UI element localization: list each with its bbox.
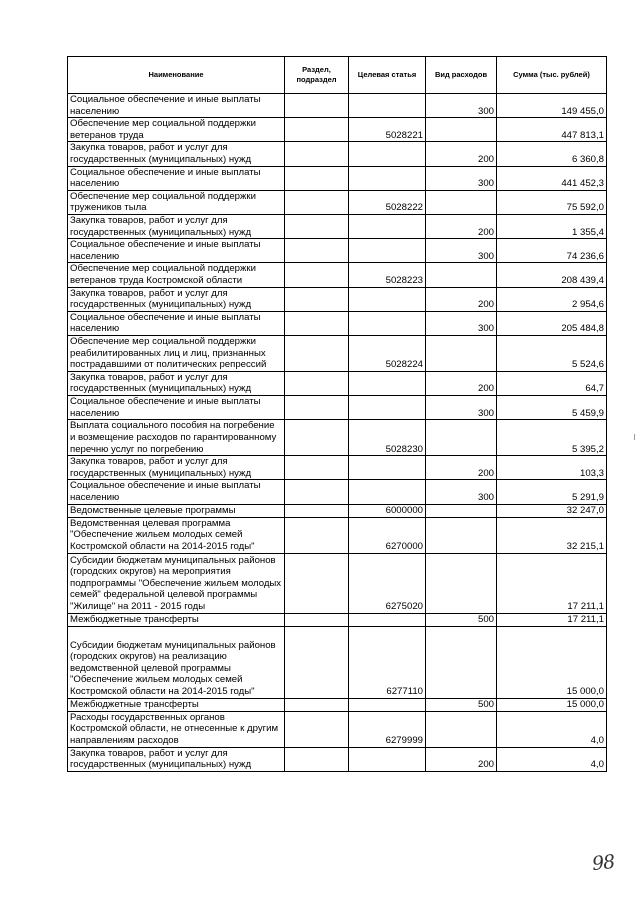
header-type: Вид расходов xyxy=(426,57,497,94)
row-name-cell: Закупка товаров, работ и услуг для государственных (муниципальных) нужд xyxy=(68,142,285,166)
row-name-cell: Социальное обеспечение и иные выплаты населению xyxy=(68,311,285,335)
row-type-cell: 200 xyxy=(426,214,497,238)
table-row xyxy=(68,517,607,553)
row-amount-cell: 441 452,3 xyxy=(497,166,607,190)
row-type-cell xyxy=(426,118,497,142)
row-target-cell xyxy=(349,287,426,311)
row-type-cell: 500 xyxy=(426,613,497,626)
row-amount-cell: 205 484,8 xyxy=(497,311,607,335)
row-section-cell xyxy=(285,480,349,504)
row-section-cell xyxy=(285,287,349,311)
row-section-cell xyxy=(285,456,349,480)
table-row xyxy=(68,747,607,771)
table-header-row xyxy=(68,57,607,94)
row-section-cell xyxy=(285,263,349,287)
row-amount-cell: 15 000,0 xyxy=(497,626,607,698)
row-amount-cell: 4,0 xyxy=(497,711,607,747)
row-name-cell: Расходы государственных органов Костромской области, не отнесенные к другим направлениям расходов xyxy=(68,711,285,747)
row-type-cell xyxy=(426,190,497,214)
scan-mark xyxy=(634,434,635,440)
row-section-cell xyxy=(285,190,349,214)
row-target-cell: 5028221 xyxy=(349,118,426,142)
row-type-cell: 200 xyxy=(426,371,497,395)
row-target-cell: 6000000 xyxy=(349,504,426,517)
row-section-cell xyxy=(285,747,349,771)
row-section-cell xyxy=(285,517,349,553)
table-row xyxy=(68,480,607,504)
table-row xyxy=(68,711,607,747)
row-target-cell xyxy=(349,396,426,420)
row-type-cell: 500 xyxy=(426,698,497,711)
row-section-cell xyxy=(285,335,349,371)
table-row xyxy=(68,698,607,711)
row-type-cell xyxy=(426,263,497,287)
row-amount-cell: 74 236,6 xyxy=(497,239,607,263)
table-row xyxy=(68,553,607,613)
row-name-cell: Ведомственные целевые программы xyxy=(68,504,285,517)
row-section-cell xyxy=(285,626,349,698)
row-amount-cell: 4,0 xyxy=(497,747,607,771)
row-amount-cell: 5 291,9 xyxy=(497,480,607,504)
row-section-cell xyxy=(285,711,349,747)
table-row xyxy=(68,118,607,142)
row-target-cell xyxy=(349,239,426,263)
row-name-cell: Закупка товаров, работ и услуг для государственных (муниципальных) нужд xyxy=(68,214,285,238)
row-section-cell xyxy=(285,553,349,613)
row-amount-cell: 15 000,0 xyxy=(497,698,607,711)
row-target-cell xyxy=(349,698,426,711)
row-name-cell: Субсидии бюджетам муниципальных районов (городских округов) на реализацию ведомственной целевой программы "Обеспечение жильем молодых семей Костромской области на 2014-2015 годы" xyxy=(68,626,285,698)
row-section-cell xyxy=(285,166,349,190)
row-name-cell: Межбюджетные трансферты xyxy=(68,613,285,626)
table-row xyxy=(68,371,607,395)
row-type-cell: 300 xyxy=(426,311,497,335)
row-amount-cell: 17 211,1 xyxy=(497,613,607,626)
row-type-cell xyxy=(426,420,497,456)
row-target-cell: 6270000 xyxy=(349,517,426,553)
row-section-cell xyxy=(285,94,349,118)
row-section-cell xyxy=(285,118,349,142)
header-target: Целевая статья xyxy=(349,57,426,94)
table-row xyxy=(68,335,607,371)
row-target-cell: 6279999 xyxy=(349,711,426,747)
table-row xyxy=(68,214,607,238)
row-target-cell: 6277110 xyxy=(349,626,426,698)
row-target-cell xyxy=(349,480,426,504)
row-name-cell: Закупка товаров, работ и услуг для государственных (муниципальных) нужд xyxy=(68,747,285,771)
table-row xyxy=(68,420,607,456)
table-row xyxy=(68,166,607,190)
row-name-cell: Обеспечение мер социальной поддержки ветеранов труда Костромской области xyxy=(68,263,285,287)
row-section-cell xyxy=(285,420,349,456)
row-name-cell: Выплата социального пособия на погребение и возмещение расходов по гарантированному перечню услуг по погребению xyxy=(68,420,285,456)
row-section-cell xyxy=(285,396,349,420)
row-name-cell: Обеспечение мер социальной поддержки тружеников тыла xyxy=(68,190,285,214)
row-amount-cell: 32 247,0 xyxy=(497,504,607,517)
row-type-cell: 300 xyxy=(426,94,497,118)
row-section-cell xyxy=(285,504,349,517)
row-amount-cell: 2 954,6 xyxy=(497,287,607,311)
row-name-cell: Социальное обеспечение и иные выплаты населению xyxy=(68,94,285,118)
row-target-cell: 5028224 xyxy=(349,335,426,371)
row-target-cell xyxy=(349,214,426,238)
row-target-cell: 6275020 xyxy=(349,553,426,613)
row-amount-cell: 64,7 xyxy=(497,371,607,395)
row-type-cell xyxy=(426,335,497,371)
table-row xyxy=(68,190,607,214)
row-name-cell: Субсидии бюджетам муниципальных районов (городских округов) на мероприятия подпрограммы "Обеспечение жильем молодых семей" федеральной целевой программы "Жилище" на 2011 - 2015 годы xyxy=(68,553,285,613)
row-amount-cell: 103,3 xyxy=(497,456,607,480)
row-type-cell: 200 xyxy=(426,456,497,480)
row-target-cell xyxy=(349,166,426,190)
table-row xyxy=(68,287,607,311)
row-type-cell: 200 xyxy=(426,747,497,771)
row-amount-cell: 17 211,1 xyxy=(497,553,607,613)
row-target-cell xyxy=(349,456,426,480)
table-row xyxy=(68,613,607,626)
row-type-cell: 200 xyxy=(426,142,497,166)
table-row xyxy=(68,456,607,480)
table-row xyxy=(68,311,607,335)
budget-table xyxy=(67,56,607,772)
row-type-cell: 300 xyxy=(426,480,497,504)
row-type-cell: 300 xyxy=(426,166,497,190)
row-section-cell xyxy=(285,239,349,263)
row-name-cell: Межбюджетные трансферты xyxy=(68,698,285,711)
row-name-cell: Ведомственная целевая программа "Обеспечение жильем молодых семей Костромской области на 2014-2015 годы" xyxy=(68,517,285,553)
row-amount-cell: 5 395,2 xyxy=(497,420,607,456)
table-row xyxy=(68,263,607,287)
row-amount-cell: 1 355,4 xyxy=(497,214,607,238)
header-name: Наименование xyxy=(68,57,285,94)
row-amount-cell: 208 439,4 xyxy=(497,263,607,287)
row-section-cell xyxy=(285,214,349,238)
row-name-cell: Социальное обеспечение и иные выплаты населению xyxy=(68,480,285,504)
row-amount-cell: 6 360,8 xyxy=(497,142,607,166)
row-amount-cell: 447 813,1 xyxy=(497,118,607,142)
row-target-cell xyxy=(349,94,426,118)
row-type-cell xyxy=(426,517,497,553)
row-type-cell: 200 xyxy=(426,287,497,311)
row-section-cell xyxy=(285,371,349,395)
row-target-cell xyxy=(349,142,426,166)
table-row xyxy=(68,626,607,698)
row-type-cell xyxy=(426,553,497,613)
row-amount-cell: 32 215,1 xyxy=(497,517,607,553)
row-target-cell xyxy=(349,371,426,395)
table-row xyxy=(68,396,607,420)
row-name-cell: Закупка товаров, работ и услуг для государственных (муниципальных) нужд xyxy=(68,456,285,480)
table-row xyxy=(68,94,607,118)
row-target-cell xyxy=(349,747,426,771)
row-section-cell xyxy=(285,613,349,626)
row-name-cell: Обеспечение мер социальной поддержки реабилитированных лиц и лиц, признанных пострадавшими от политических репрессий xyxy=(68,335,285,371)
row-target-cell: 5028230 xyxy=(349,420,426,456)
table-row xyxy=(68,142,607,166)
row-name-cell: Социальное обеспечение и иные выплаты населению xyxy=(68,239,285,263)
table-row xyxy=(68,504,607,517)
row-name-cell: Социальное обеспечение и иные выплаты населению xyxy=(68,396,285,420)
row-type-cell: 300 xyxy=(426,239,497,263)
row-amount-cell: 5 459,9 xyxy=(497,396,607,420)
row-target-cell xyxy=(349,613,426,626)
row-name-cell: Закупка товаров, работ и услуг для государственных (муниципальных) нужд xyxy=(68,287,285,311)
row-name-cell: Социальное обеспечение и иные выплаты населению xyxy=(68,166,285,190)
row-target-cell xyxy=(349,311,426,335)
row-section-cell xyxy=(285,311,349,335)
row-name-cell: Обеспечение мер социальной поддержки ветеранов труда xyxy=(68,118,285,142)
row-section-cell xyxy=(285,142,349,166)
row-name-cell: Закупка товаров, работ и услуг для государственных (муниципальных) нужд xyxy=(68,371,285,395)
table-row xyxy=(68,239,607,263)
row-amount-cell: 149 455,0 xyxy=(497,94,607,118)
row-amount-cell: 5 524,6 xyxy=(497,335,607,371)
row-section-cell xyxy=(285,698,349,711)
row-target-cell: 5028223 xyxy=(349,263,426,287)
row-target-cell: 5028222 xyxy=(349,190,426,214)
row-type-cell xyxy=(426,711,497,747)
row-amount-cell: 75 592,0 xyxy=(497,190,607,214)
row-type-cell xyxy=(426,626,497,698)
page-number: 98 xyxy=(590,850,616,876)
header-section: Раздел, подраздел xyxy=(285,57,349,94)
header-amount: Сумма (тыс. рублей) xyxy=(497,57,607,94)
row-type-cell: 300 xyxy=(426,396,497,420)
row-type-cell xyxy=(426,504,497,517)
